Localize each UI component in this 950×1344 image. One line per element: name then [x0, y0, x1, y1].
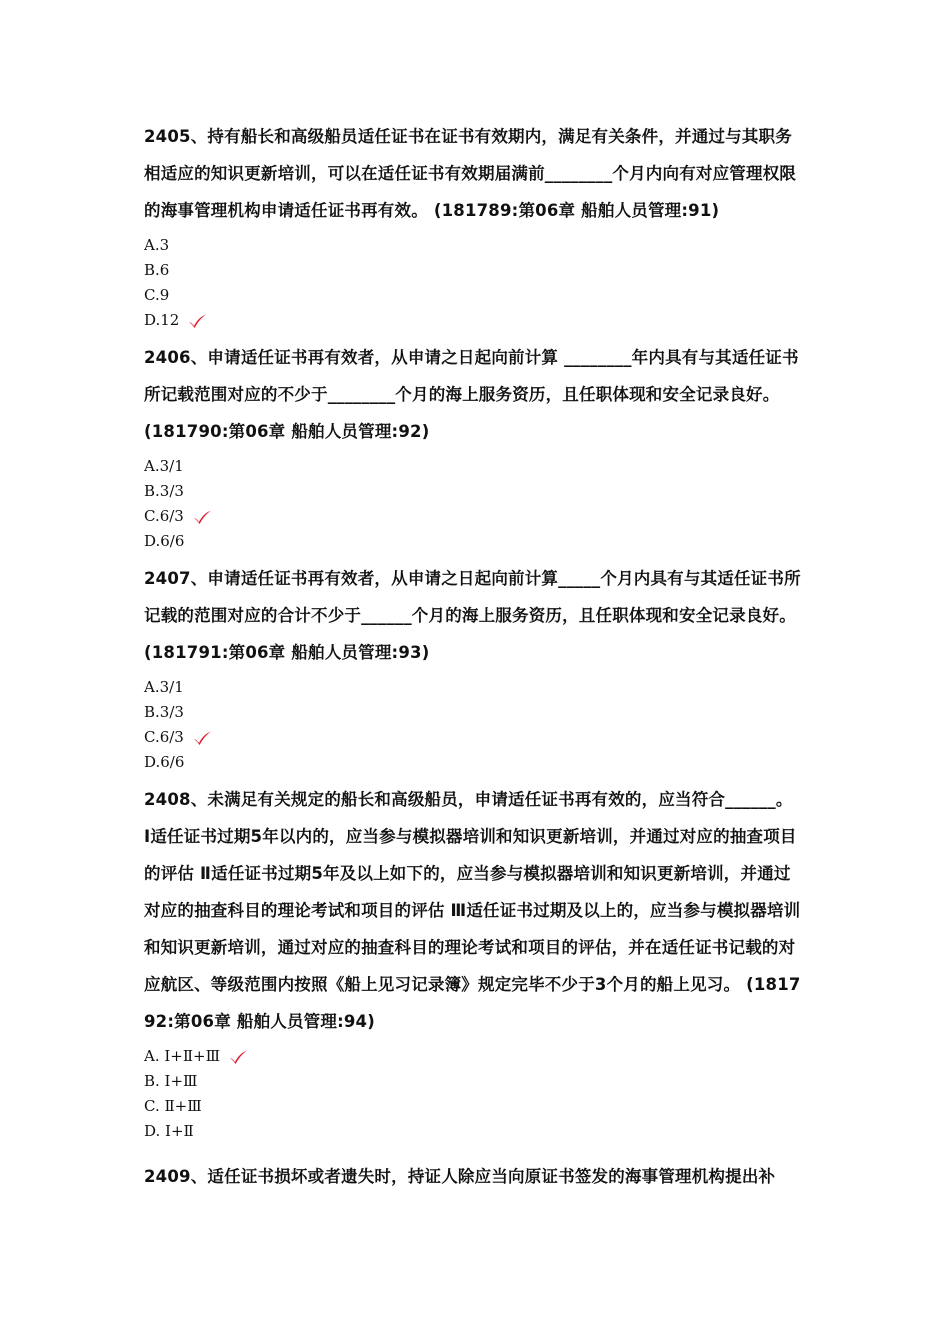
option-b: [144, 700, 804, 725]
option-a: [144, 233, 804, 258]
option-list: [144, 675, 804, 775]
option-list: [144, 1044, 804, 1144]
option-c: [144, 1094, 804, 1119]
option-label: C. Ⅱ+Ⅲ: [144, 1097, 202, 1115]
question-2408: [144, 781, 804, 1144]
option-label: D.6/6: [144, 532, 185, 550]
question-2405: [144, 118, 804, 333]
option-c: [144, 504, 804, 529]
option-label: B.6: [144, 261, 170, 279]
option-label: A.3/1: [144, 678, 184, 696]
option-label: D.6/6: [144, 753, 185, 771]
question-2406: [144, 339, 804, 554]
question-2409: [144, 1158, 804, 1195]
option-d: [144, 750, 804, 775]
option-a: [144, 1044, 804, 1069]
option-label: C.6/3: [144, 728, 184, 746]
option-c: [144, 283, 804, 308]
question-text: 2406、申请适任证书再有效者，从申请之日起向前计算 ________年内具有与其适任证书所记载范围对应的不少于________个月的海上服务资历，且任职体现和安全记录良好。 (181790:第06章 船舶人员管理:92): [144, 348, 799, 441]
option-label: B.3/3: [144, 482, 184, 500]
option-list: [144, 233, 804, 333]
question-text: 2409、适任证书损坏或者遗失时，持证人除应当向原证书签发的海事管理机构提出补: [144, 1167, 776, 1186]
checkmark-icon: [192, 730, 212, 746]
question-text: 2405、持有船长和高级船员适任证书在证书有效期内，满足有关条件，并通过与其职务相适应的知识更新培训，可以在适任证书有效期届满前________个月内向有对应管理权限的海事管理机构申请适任证书再有效。 (181789:第06章 船舶人员管理:91): [144, 127, 797, 220]
option-label: B. Ⅰ+Ⅲ: [144, 1072, 198, 1090]
option-label: B.3/3: [144, 703, 184, 721]
option-label: C.6/3: [144, 507, 184, 525]
option-d: [144, 529, 804, 554]
option-b: [144, 258, 804, 283]
option-b: [144, 1069, 804, 1094]
question-2407: [144, 560, 804, 775]
option-label: D.12: [144, 311, 180, 329]
checkmark-icon: [228, 1049, 248, 1065]
option-label: A. Ⅰ+Ⅱ+Ⅲ: [144, 1047, 221, 1065]
option-label: A.3: [144, 236, 170, 254]
option-d: [144, 308, 804, 333]
option-a: [144, 454, 804, 479]
question-text: 2408、未满足有关规定的船长和高级船员，申请适任证书再有效的，应当符合______。 Ⅰ适任证书过期5年以内的，应当参与模拟器培训和知识更新培训，并通过对应的抽查项目的评估 Ⅱ适任证书过期5年及以上如下的，应当参与模拟器培训和知识更新培训，并通过对应的抽查科目的理论考试和项目的评估 Ⅲ适任证书过期及以上的，应当参与模拟器培训和知识更新培训，通过对应的抽查科目的理论考试和项目的评估，并在适任证书记载的对应航区、等级范围内按照《船上见习记录簿》规定完毕不少于3个月的船上见习。 (181792:第06章 船舶人员管理:94): [144, 790, 801, 1031]
option-list: [144, 454, 804, 554]
option-d: [144, 1119, 804, 1144]
checkmark-icon: [187, 313, 207, 329]
option-label: C.9: [144, 286, 170, 304]
option-b: [144, 479, 804, 504]
question-list: [144, 118, 804, 1195]
checkmark-icon: [192, 509, 212, 525]
option-a: [144, 675, 804, 700]
option-label: D. Ⅰ+Ⅱ: [144, 1122, 194, 1140]
question-text: 2407、申请适任证书再有效者，从申请之日起向前计算_____个月内具有与其适任证书所记载的范围对应的合计不少于______个月的海上服务资历，且任职体现和安全记录良好。 (181791:第06章 船舶人员管理:93): [144, 569, 801, 662]
option-c: [144, 725, 804, 750]
option-label: A.3/1: [144, 457, 184, 475]
